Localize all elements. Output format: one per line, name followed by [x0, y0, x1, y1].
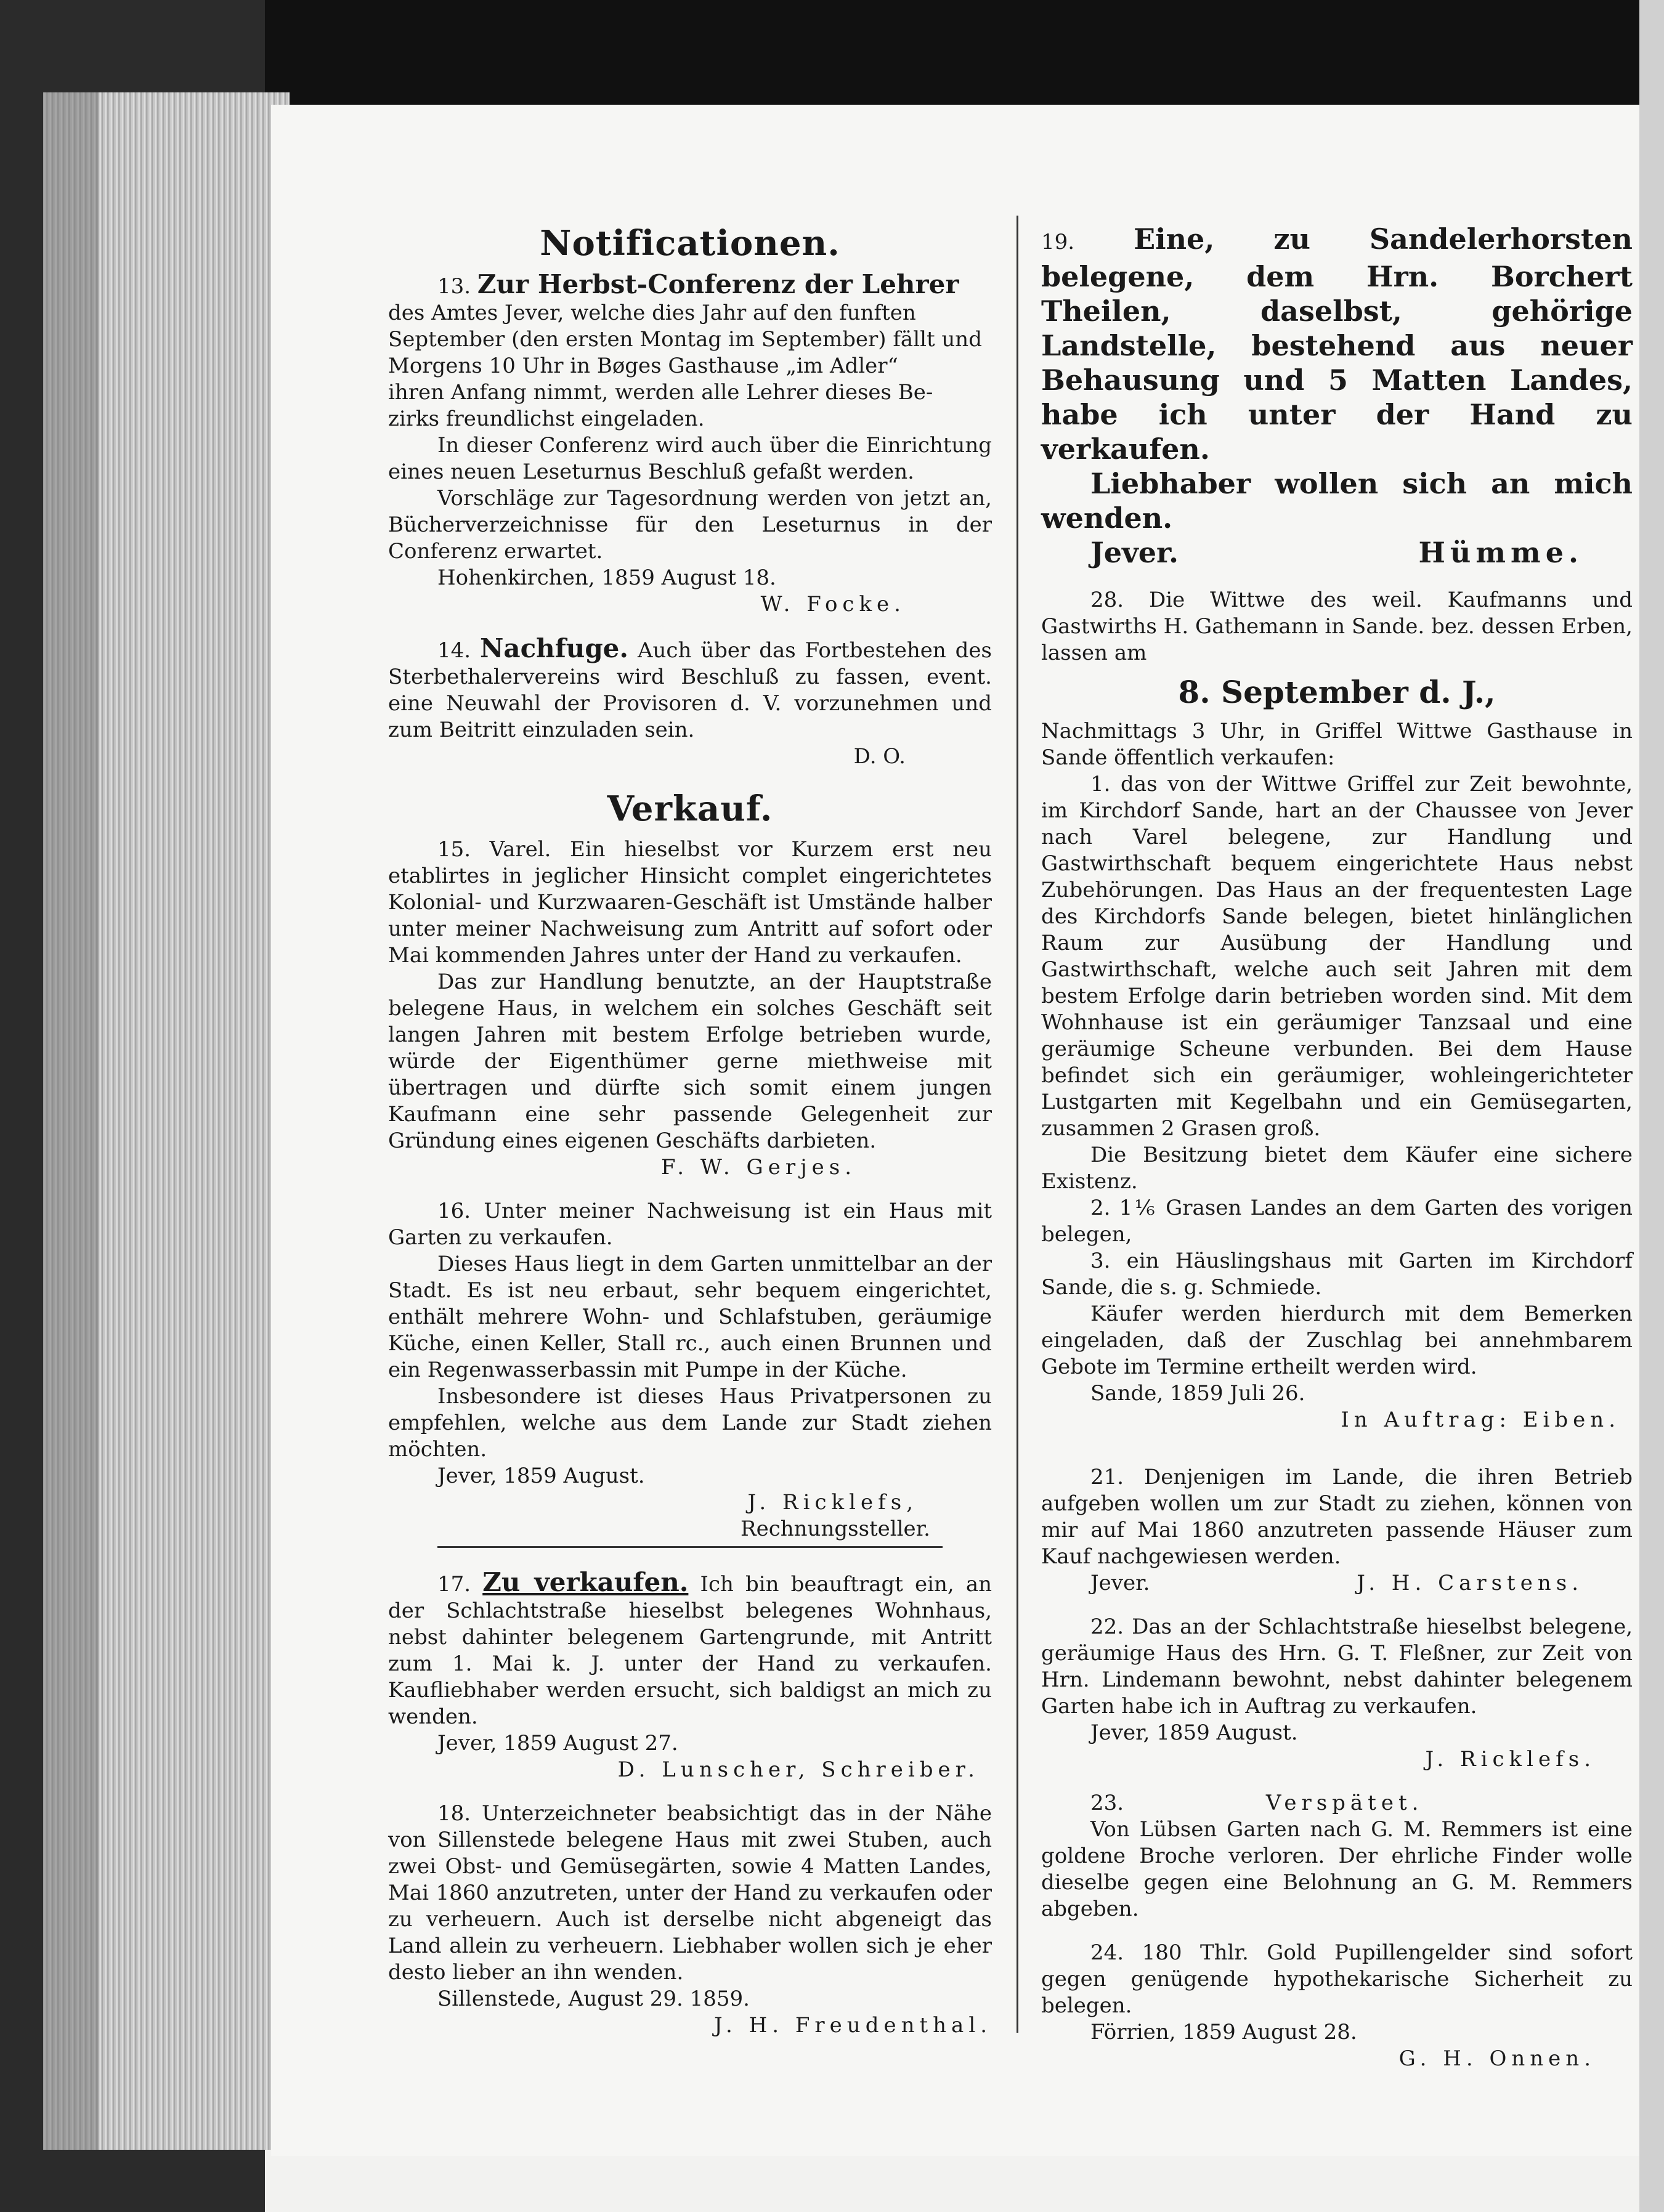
notice-title: Verspätet. [1265, 1791, 1424, 1815]
notice-24: 24. 180 Thlr. Gold Pupillengelder sind sofort gegen genügende hypothekarische Sicherheit zu belegen. [1041, 1940, 1633, 2018]
notice-17-signature: D. Lunscher, Schreiber. [617, 1757, 980, 1782]
heading-notificationen: Notificationen. [540, 223, 840, 264]
notice-21-signature: J. H. Carstens. [1357, 1571, 1583, 1595]
heading-verkauf: Verkauf. [607, 788, 773, 829]
notice-13-line: September (den ersten Montag im September) fällt und [388, 327, 982, 352]
notice-title: Zu verkaufen. [482, 1567, 689, 1597]
notice-number: 17. [437, 1572, 471, 1597]
notice-28-item-2: 2. 1⅙ Grasen Landes an dem Garten des vorigen belegen, [1041, 1196, 1633, 1247]
notice-13-para: In dieser Conferenz wird auch über die Einrichtung eines neuen Leseturnus Beschluß gefaßt werden. [388, 433, 992, 484]
notice-text: Ich bin beauftragt ein, an der Schlachtstraße hieselbst belegenes Wohnhaus, nebst dahinter belegenem Gartengrunde, mit Antritt zum 1. Mai k. J. unter der Hand zu verkaufen. Kaufliebhaber werden ersucht, sich baldigst an mich zu wenden. [388, 1572, 992, 1729]
notice-16-role: Rechnungssteller. [741, 1517, 930, 1541]
notice-28-text3: Käufer werden hierdurch mit dem Bemerken eingeladen, daß der Zuschlag bei annehmbarem Gebote im Termine ertheilt werden wird. [1041, 1302, 1633, 1379]
notice-28-item-3: 3. ein Häuslingshaus mit Garten im Kirchdorf Sande, die s. g. Schmiede. [1041, 1249, 1633, 1300]
notice-21: 21. Denjenigen im Lande, die ihren Betrieb aufgeben wollen um zur Stadt zu ziehen, können von mir auf Mai 1860 anzutreten passende Häuser zum Kauf nachgewiesen werden. [1041, 1465, 1633, 1569]
notice-19-para: Liebhaber wollen sich an mich wenden. [1041, 467, 1633, 535]
notice-number: 23. [1090, 1791, 1124, 1815]
notice-21-signature-row [1041, 1570, 1633, 1597]
notice-13-line: Morgens 10 Uhr in Bøges Gasthause „im Adler“ [388, 354, 898, 378]
notice-19-place: Jever. [1090, 536, 1179, 569]
notice-28-place: Sande, 1859 Juli 26. [1090, 1381, 1305, 1406]
notice-18: 18. Unterzeichneter beabsichtigt das in der Nähe von Sillenstede belegene Haus mit zwei Stuben, auch zwei Obst- und Gemüsegärten, sowie 4 Matten Landes, Mai 1860 anzutreten, unter der Hand zu verkaufen oder zu verheuern. Auch ist derselbe nicht abgeneigt das Land allein zu verheuern. Liebhaber wollen sich je eher desto lieber an ihn wenden. [388, 1801, 992, 1985]
book-spine [43, 92, 99, 2150]
notice-16: 16. Unter meiner Nachweisung ist ein Haus mit Garten zu verkaufen. [388, 1199, 992, 1250]
notice-14 [388, 635, 992, 743]
notice-19-signature-row [1041, 535, 1633, 570]
notice-13-line: ihren Anfang nimmt, werden alle Lehrer dieses Be- [388, 380, 933, 405]
notice-22: 22. Das an der Schlachtstraße hieselbst belegene, geräumige Haus des Hrn. G. T. Fleßner, zur Zeit von Hrn. Lindemann bewohnt, nebst dahinter belegenem Garten habe ich in Auftrag zu verkaufen. [1041, 1614, 1633, 1719]
notice-13-title [388, 271, 992, 300]
scan-right-edge [1639, 0, 1664, 2212]
notice-18-place: Sillenstede, August 29. 1859. [437, 1987, 750, 2011]
notice-28-item-1b: Die Besitzung bietet dem Käufer eine sichere Existenz. [1041, 1143, 1633, 1194]
notice-14-signature: D. O. [853, 744, 906, 769]
notice-19 [1041, 222, 1633, 466]
notice-28-item-1: 1. das von der Wittwe Griffel zur Zeit bewohnte, im Kirchdorf Sande, hart an der Chaussee von Jever nach Varel belegene, zur Handlung und Gastwirthschaft bequem eingerichtete Haus nebst Zubehörungen. Das Haus an der frequentesten Lage des Kirchdorfs Sande belegen, bietet hinlänglichen Raum zur Ausübung der Handlung und Gastwirthschaft, welche auch seit Jahren mit dem bestem Erfolge darin betrieben worden sind. Mit dem Wohnhause ist ein geräumiger Tanzsaal und eine geräumige Scheune verbunden. Bei dem Hause befindet sich ein geräumiger, wohleingerichteter Lustgarten mit Kegelbahn und ein Gemüsegarten, zusammen 2 Grasen groß. [1041, 772, 1633, 1141]
notice-13-line: des Amtes Jever, welche dies Jahr auf den funften [388, 301, 916, 325]
notice-17 [388, 1569, 992, 1730]
notice-15-signature: F. W. Gerjes. [661, 1155, 856, 1180]
notice-number: 13. [437, 274, 471, 299]
notice-22-signature: J. Ricklefs. [1425, 1747, 1596, 1772]
notice-text: Auch über das Fortbestehen des Sterbethalervereins wird Beschluß zu fassen, event. eine Neuwahl der Provisoren d. V. vorzunehmen und zum Beitritt einzuladen sein. [388, 638, 992, 742]
notice-13-line: zirks freundlichst eingeladen. [388, 407, 705, 431]
notice-15: 15. Varel. Ein hieselbst vor Kurzem erst neu etablirtes in jeglicher Hinsicht complet eingerichtetes Kolonial- und Kurzwaaren-Geschäft ist Umstände halber unter meiner Nachweisung zum Antritt auf sofort oder Mai kommenden Jahres unter der Hand zu verkaufen. [388, 837, 992, 968]
notice-13-place: Hohenkirchen, 1859 August 18. [437, 565, 776, 590]
separator-rule [437, 1546, 943, 1548]
left-column [388, 222, 992, 2039]
notice-title: Nachfuge. [480, 633, 629, 663]
notice-title: Zur Herbst-Conferenz der Lehrer [477, 269, 959, 299]
notice-16-para: Dieses Haus liegt in dem Garten unmittelbar an der Stadt. Es ist neu erbaut, sehr bequem eingerichtet, enthält mehrere Wohn- und Schlafstuben, geräumige Küche, einen Keller, Stall rc., auch einen Brunnen und ein Regenwasserbassin mit Pumpe in der Küche. [388, 1252, 992, 1382]
notice-28-date: 8. September d. J., [1178, 674, 1496, 710]
notice-number: 19. [1041, 230, 1075, 254]
notice-number: 14. [437, 638, 471, 663]
notice-24-place: Förrien, 1859 August 28. [1090, 2020, 1357, 2044]
notice-23: Von Lübsen Garten nach G. M. Remmers ist eine goldene Broche verloren. Der ehrliche Finder wolle dieselbe gegen eine Belohnung an G. M. Remmers abgeben. [1041, 1817, 1633, 1921]
notice-19-signature: Hümme. [1418, 536, 1583, 569]
notice-17-place: Jever, 1859 August 27. [437, 1731, 678, 1756]
notice-23-title [1041, 1790, 1633, 1817]
notice-21-place: Jever. [1090, 1571, 1150, 1595]
notice-16-para: Insbesondere ist dieses Haus Privatpersonen zu empfehlen, welche aus dem Lande zur Stadt ziehen möchten. [388, 1384, 992, 1462]
notice-13-signature: W. Focke. [760, 592, 906, 617]
notice-24-signature: G. H. Onnen. [1398, 2046, 1596, 2071]
notice-text: Eine, zu Sandelerhorsten belegene, dem Hrn. Borchert Theilen, daselbst, gehörige Landstelle, bestehend aus neuer Behausung und 5 Matten Landes, habe ich unter der Hand zu verkaufen. [1041, 222, 1633, 466]
notice-16-place: Jever, 1859 August. [437, 1464, 645, 1488]
notice-22-place: Jever, 1859 August. [1090, 1720, 1298, 1745]
notice-28-signature: In Auftrag: Eiben. [1341, 1408, 1620, 1432]
notice-28: 28. Die Wittwe des weil. Kaufmanns und Gastwirths H. Gathemann in Sande. bez. dessen Erben, lassen am [1041, 588, 1633, 665]
right-column [1041, 222, 1633, 2072]
notice-18-signature: J. H. Freudenthal. [713, 2013, 992, 2038]
notice-13-para: Vorschläge zur Tagesordnung werden von jetzt an, Bücherverzeichnisse für den Leseturnus in der Conferenz erwartet. [388, 486, 992, 564]
notice-15-para: Das zur Handlung benutzte, an der Hauptstraße belegene Haus, in welchem ein solches Geschäft seit langen Jahren mit bestem Erfolge betrieben wurde, würde der Eigenthümer gerne miethweise mit übertragen und dürfte sich somit einem jungen Kaufmann eine sehr passende Gelegenheit zur Gründung eines eigenen Geschäfts darbieten. [388, 970, 992, 1153]
notice-28-text: Nachmittags 3 Uhr, in Griffel Wittwe Gasthause in Sande öffentlich verkaufen: [1041, 719, 1633, 770]
column-divider [1017, 216, 1018, 2033]
notice-16-signature: J. Ricklefs, [747, 1490, 918, 1515]
